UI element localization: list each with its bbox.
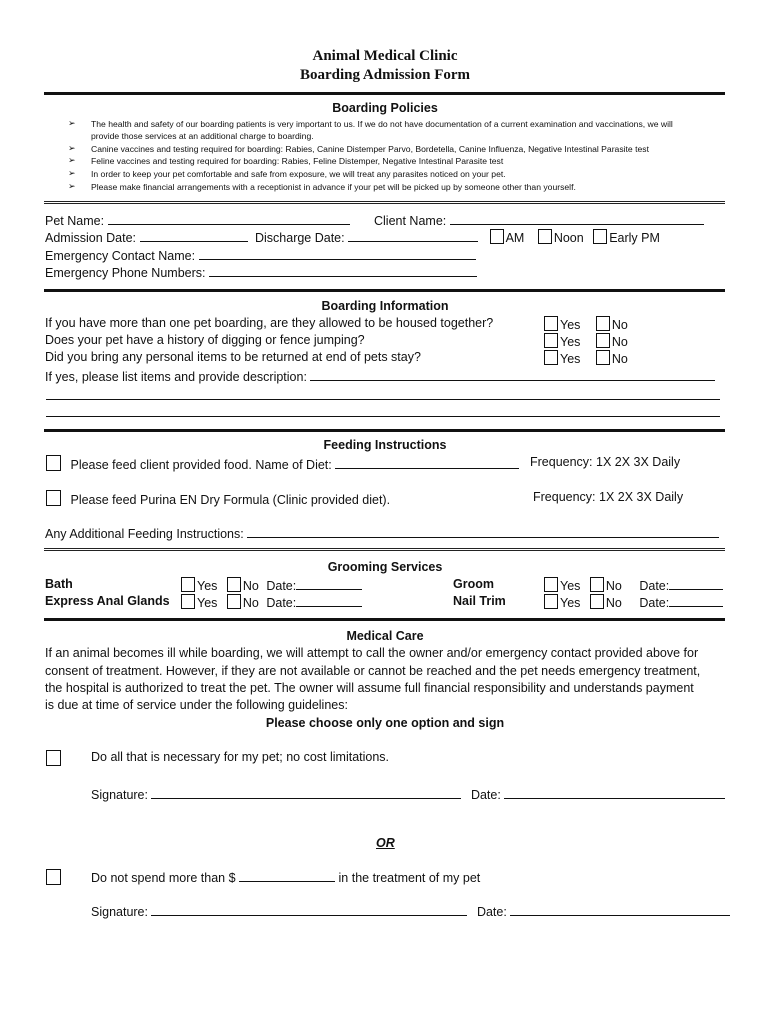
yes-no-group xyxy=(544,333,628,349)
description-line[interactable] xyxy=(46,416,720,417)
admission-date-label: Admission Date: xyxy=(45,231,137,245)
yes-label: Yes xyxy=(560,596,581,610)
client-name-row xyxy=(374,212,704,228)
groom-label: Groom xyxy=(453,577,494,591)
bullet-arrow-icon: ➢ xyxy=(68,155,76,165)
yes-label: Yes xyxy=(560,318,581,332)
policies-heading: Boarding Policies xyxy=(332,101,438,115)
no-cost-limit-label: Do all that is necessary for my pet; no cost limitations. xyxy=(91,750,390,764)
nail-trim-label: Nail Trim xyxy=(453,594,506,608)
noon-checkbox[interactable] xyxy=(538,229,552,244)
emergency-contact-label: Emergency Contact Name: xyxy=(45,249,196,263)
description-line[interactable] xyxy=(46,399,720,400)
signature-label: Signature: xyxy=(91,788,148,802)
list-items-field[interactable] xyxy=(310,368,715,381)
medical-heading: Medical Care xyxy=(346,629,424,643)
choose-one-instruction: Please choose only one option and sign xyxy=(265,716,505,730)
express-options xyxy=(181,594,362,610)
feed-purina-row xyxy=(46,490,390,507)
groom-yes-checkbox[interactable] xyxy=(544,577,558,592)
date-label: Date: xyxy=(470,788,501,802)
yes-label: Yes xyxy=(560,352,581,366)
bath-label: Bath xyxy=(45,577,73,591)
form-title: Boarding Admission Form xyxy=(299,67,471,83)
no-label: No xyxy=(605,596,622,610)
list-items-row xyxy=(45,368,715,384)
feed-client-food-label: Please feed client provided food. Name of Diet: xyxy=(70,458,332,472)
nail-trim-date-field[interactable] xyxy=(669,594,723,607)
bath-no-checkbox[interactable] xyxy=(227,577,241,592)
additional-feeding-field[interactable] xyxy=(247,525,719,538)
yes-checkbox[interactable] xyxy=(544,350,558,365)
emergency-phone-label: Emergency Phone Numbers: xyxy=(45,266,206,280)
no-label: No xyxy=(605,579,622,593)
pet-name-label: Pet Name: xyxy=(45,214,105,228)
nail-trim-yes-checkbox[interactable] xyxy=(544,594,558,609)
no-label: No xyxy=(611,318,628,332)
dates-row xyxy=(45,229,660,245)
medical-paragraph-line: is due at time of service under the following guidelines: xyxy=(45,698,348,712)
no-checkbox[interactable] xyxy=(596,316,610,331)
admission-date-field[interactable] xyxy=(140,229,248,242)
yes-no-group xyxy=(544,350,628,366)
no-cost-limit-checkbox[interactable] xyxy=(46,750,61,766)
date-label: Date: xyxy=(266,579,297,593)
policy-item: Canine vaccines and testing required for boarding: Rabies, Canine Distemper Parvo, Bordetella, Canine Influenza, Negative Intestinal Parasite test xyxy=(91,144,649,154)
am-label: AM xyxy=(505,231,525,245)
additional-feeding-row xyxy=(45,525,719,541)
bullet-arrow-icon: ➢ xyxy=(68,181,76,191)
groom-options xyxy=(544,577,723,593)
groom-no-checkbox[interactable] xyxy=(590,577,604,592)
feed-purina-label: Please feed Purina EN Dry Formula (Clinic provided diet). xyxy=(70,493,391,507)
discharge-date-field[interactable] xyxy=(348,229,478,242)
policy-item: Feline vaccines and testing required for boarding: Rabies, Feline Distemper, Negative Intestinal Parasite test xyxy=(91,156,504,166)
signature-date-field-1[interactable] xyxy=(504,786,725,799)
yes-label: Yes xyxy=(560,579,581,593)
bullet-arrow-icon: ➢ xyxy=(68,143,76,153)
bath-date-field[interactable] xyxy=(296,577,362,590)
yes-checkbox[interactable] xyxy=(544,333,558,348)
section-divider xyxy=(44,548,725,551)
no-label: No xyxy=(242,579,259,593)
bullet-arrow-icon: ➢ xyxy=(68,118,76,128)
section-divider xyxy=(44,618,725,621)
cost-limit-row xyxy=(91,869,480,885)
section-divider xyxy=(44,92,725,95)
diet-name-field[interactable] xyxy=(335,456,519,469)
policy-item: In order to keep your pet comfortable and safe from exposure, we will treat any parasites noticed on your pet. xyxy=(91,169,506,179)
feed-client-food-row xyxy=(46,455,519,472)
no-checkbox[interactable] xyxy=(596,333,610,348)
emergency-phone-field[interactable] xyxy=(209,264,477,277)
frequency-label: Frequency: 1X 2X 3X Daily xyxy=(530,455,681,469)
policy-item: Please make financial arrangements with a receptionist in advance if your pet will be picked up by someone other than yourself. xyxy=(91,182,576,192)
signature-row-1 xyxy=(91,786,725,802)
section-divider xyxy=(44,429,725,432)
bath-yes-checkbox[interactable] xyxy=(181,577,195,592)
nail-trim-no-checkbox[interactable] xyxy=(590,594,604,609)
discharge-date-label: Discharge Date: xyxy=(254,231,345,245)
or-separator: OR xyxy=(376,836,395,850)
client-name-field[interactable] xyxy=(450,212,704,225)
nail-trim-options xyxy=(544,594,723,610)
grooming-heading: Grooming Services xyxy=(327,560,443,574)
question-digging: Does your pet have a history of digging or fence jumping? xyxy=(45,333,365,347)
am-checkbox[interactable] xyxy=(490,229,504,244)
early-pm-checkbox[interactable] xyxy=(593,229,607,244)
date-label: Date: xyxy=(639,579,670,593)
section-divider xyxy=(44,201,725,204)
yes-label: Yes xyxy=(197,579,218,593)
yes-label: Yes xyxy=(560,335,581,349)
express-date-field[interactable] xyxy=(296,594,362,607)
medical-paragraph-line: If an animal becomes ill while boarding, we will attempt to call the owner and/or emergency contact provided above for xyxy=(45,646,699,660)
emergency-contact-row xyxy=(45,247,476,263)
feed-client-food-checkbox[interactable] xyxy=(46,455,61,471)
medical-paragraph-line: consent of treatment. However, if they are not available or cannot be reached and the pet needs emergency treatment, xyxy=(45,664,701,678)
early-pm-label: Early PM xyxy=(609,231,660,245)
express-label: Express Anal Glands xyxy=(45,594,170,608)
groom-date-field[interactable] xyxy=(669,577,723,590)
client-name-label: Client Name: xyxy=(374,214,447,228)
question-personal-items: Did you bring any personal items to be returned at end of pets stay? xyxy=(45,350,421,364)
signature-date-field-2[interactable] xyxy=(510,903,730,916)
pet-name-row xyxy=(45,212,350,228)
cost-limit-amount-field[interactable] xyxy=(239,869,335,882)
signature-field-2[interactable] xyxy=(151,903,467,916)
yes-checkbox[interactable] xyxy=(544,316,558,331)
no-label: No xyxy=(611,352,628,366)
list-items-label: If yes, please list items and provide description: xyxy=(45,370,307,384)
feeding-heading: Feeding Instructions xyxy=(323,438,447,452)
yes-no-group xyxy=(544,316,628,332)
date-label: Date: xyxy=(639,596,670,610)
signature-label: Signature: xyxy=(91,905,148,919)
express-no-checkbox[interactable] xyxy=(227,594,241,609)
pet-name-field[interactable] xyxy=(108,212,350,225)
medical-paragraph-line: the hospital is authorized to treat the pet. The owner will assume full financial responsibility and understands payment xyxy=(45,681,694,695)
yes-label: Yes xyxy=(197,596,218,610)
policy-item: The health and safety of our boarding patients is very important to us. If we do not have documentation of a current examination and vaccinations, we will xyxy=(91,119,673,129)
policy-item: provide those services at an additional charge to boarding. xyxy=(91,131,314,141)
cost-limit-suffix: in the treatment of my pet xyxy=(338,871,481,885)
emergency-contact-field[interactable] xyxy=(199,247,476,260)
boarding-info-heading: Boarding Information xyxy=(321,299,449,313)
frequency-label: Frequency: 1X 2X 3X Daily xyxy=(533,490,684,504)
feed-purina-checkbox[interactable] xyxy=(46,490,61,506)
express-yes-checkbox[interactable] xyxy=(181,594,195,609)
signature-field-1[interactable] xyxy=(151,786,461,799)
section-divider xyxy=(44,289,725,292)
signature-row-2 xyxy=(91,903,730,919)
cost-limit-prefix: Do not spend more than $ xyxy=(91,871,236,885)
bullet-arrow-icon: ➢ xyxy=(68,168,76,178)
date-label: Date: xyxy=(266,596,297,610)
cost-limit-checkbox[interactable] xyxy=(46,869,61,885)
question-housed-together: If you have more than one pet boarding, are they allowed to be housed together? xyxy=(45,316,494,330)
additional-feeding-label: Any Additional Feeding Instructions: xyxy=(45,527,244,541)
bath-options xyxy=(181,577,362,593)
no-label: No xyxy=(611,335,628,349)
noon-label: Noon xyxy=(553,231,584,245)
emergency-phone-row xyxy=(45,264,477,280)
clinic-name: Animal Medical Clinic xyxy=(312,48,458,64)
no-label: No xyxy=(242,596,259,610)
no-checkbox[interactable] xyxy=(596,350,610,365)
date-label: Date: xyxy=(476,905,507,919)
